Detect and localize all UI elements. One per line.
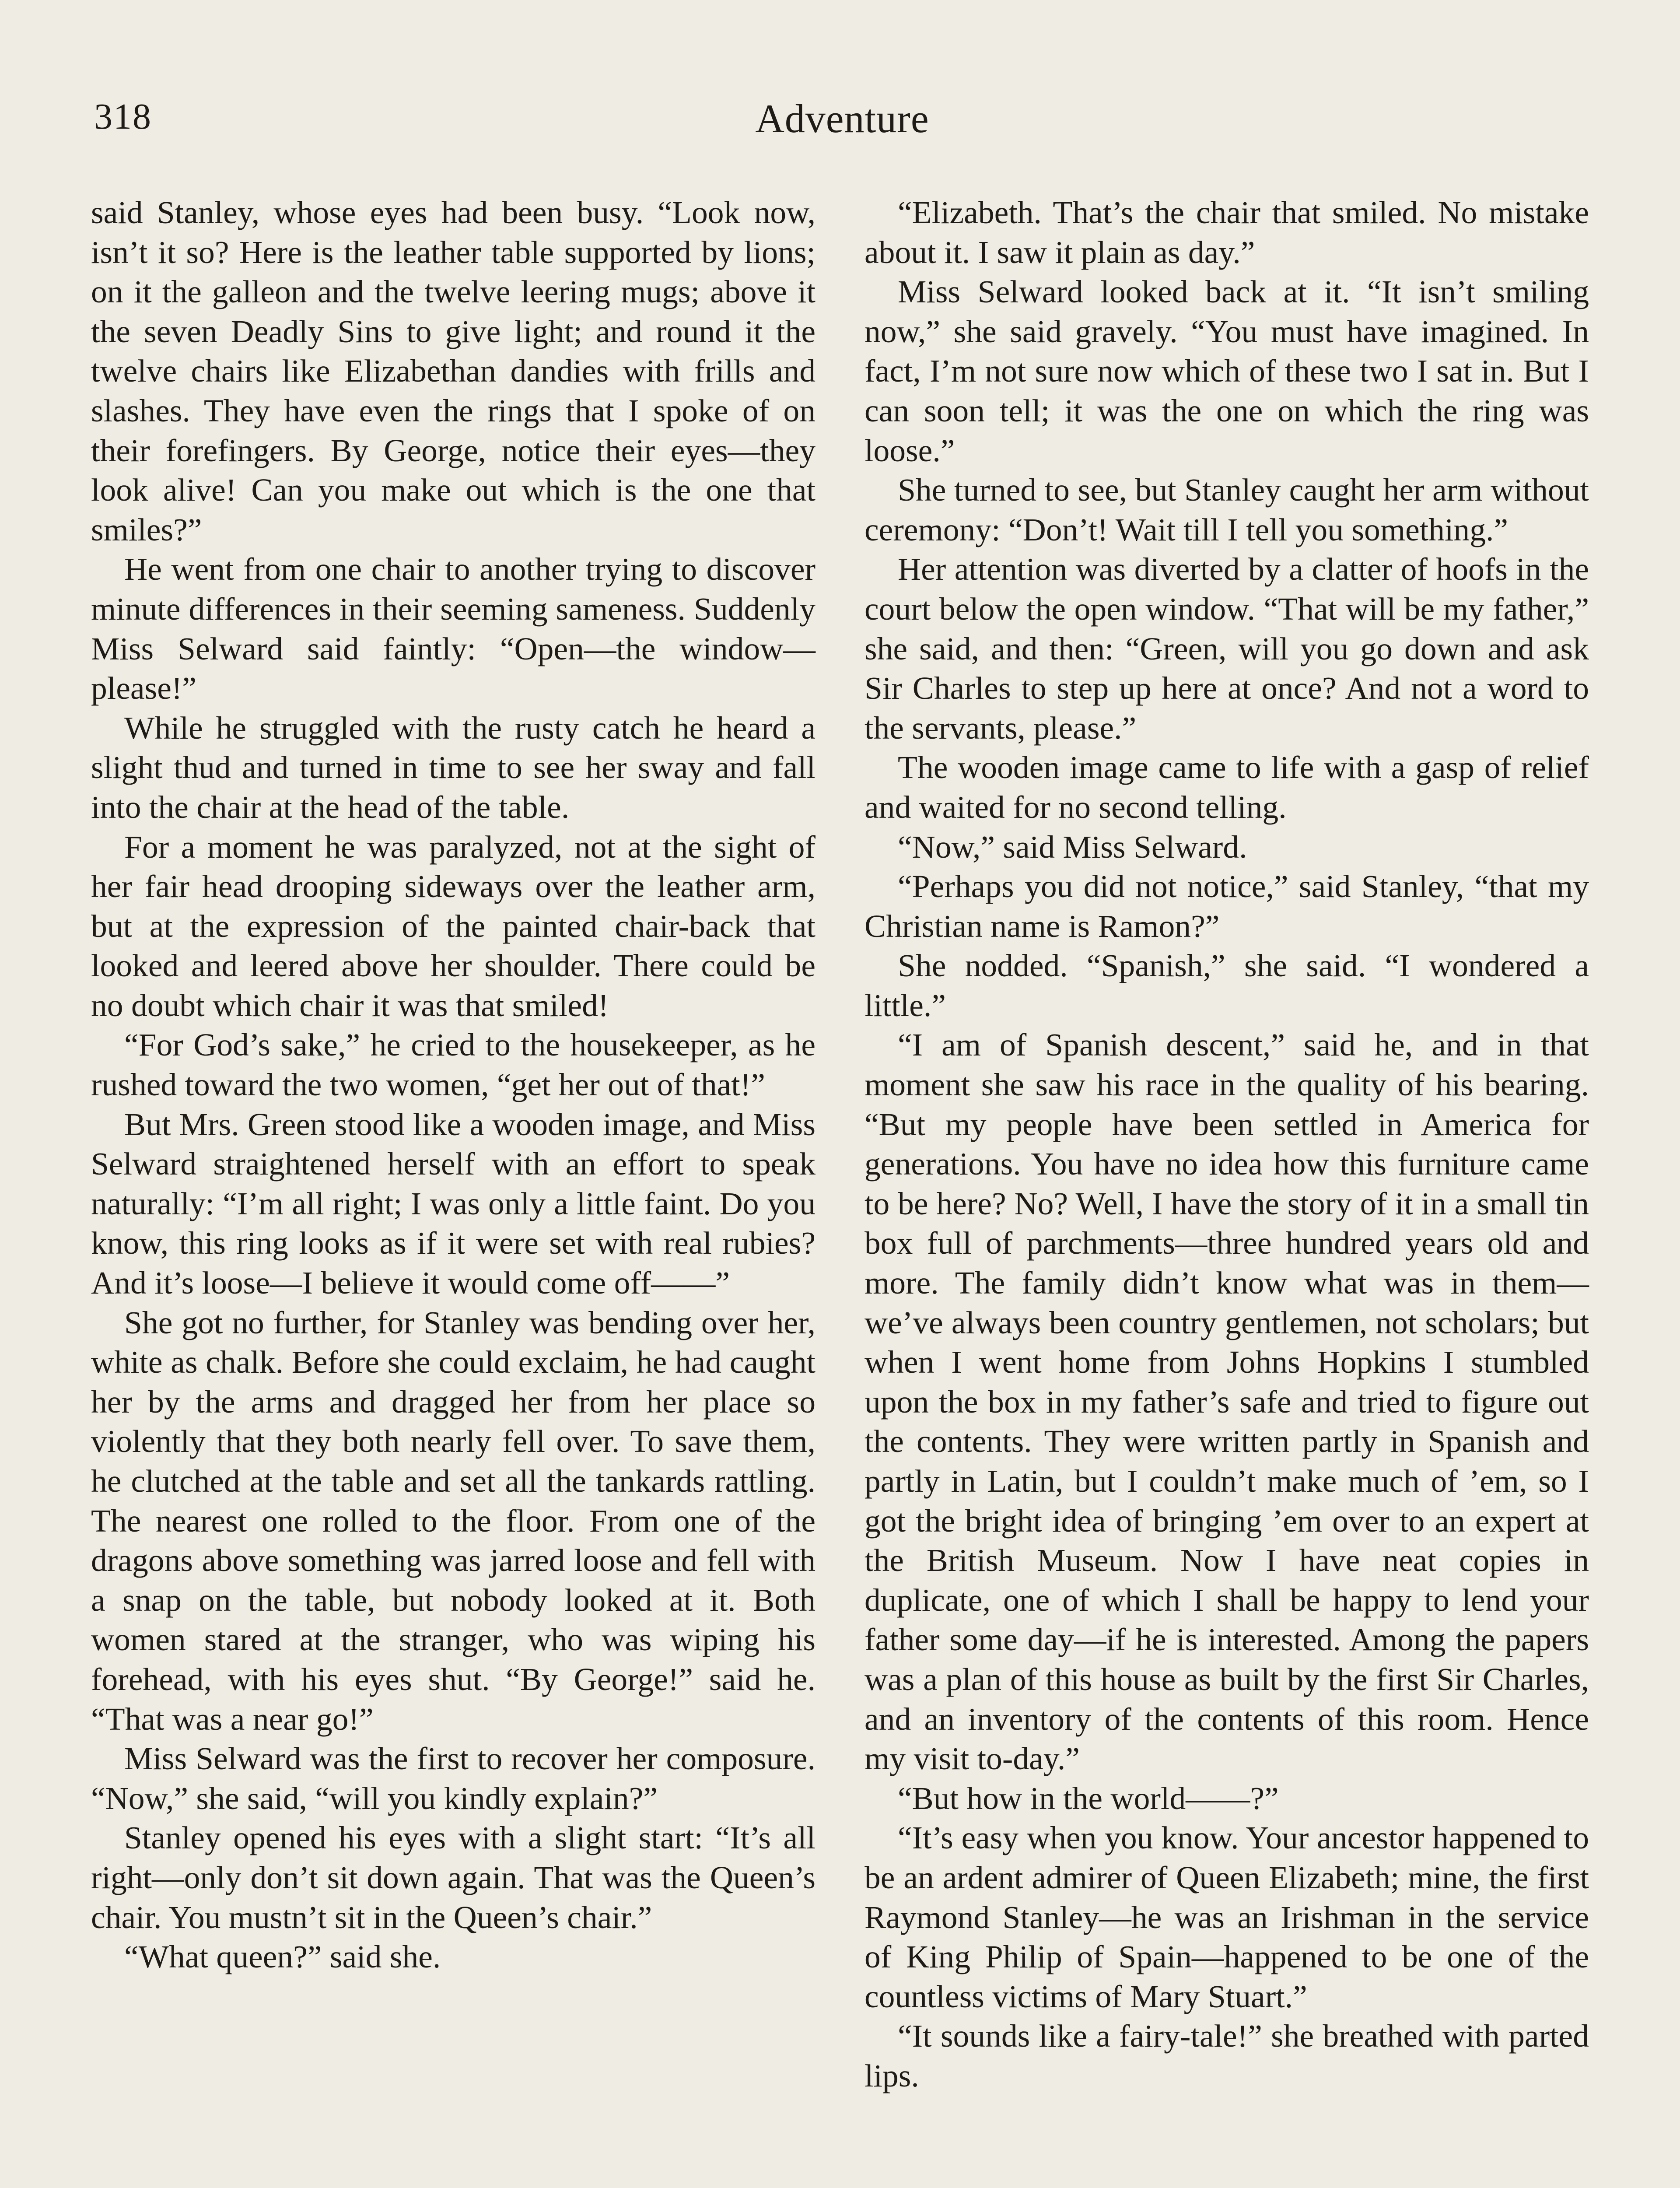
paragraph: She turned to see, but Stanley caught her arm without ceremony: “Don’t! Wait till I tell you something.” <box>864 472 1589 547</box>
paragraph: “It sounds like a fairy-tale!” she breathed with parted lips. <box>864 2018 1589 2093</box>
paragraph: “But how in the world——?” <box>898 1780 1279 1816</box>
paragraph: For a moment he was paralyzed, not at the sight of her fair head drooping sideways over the leather arm, but at the expression of the painted chair-back that looked and leered above her shoulder. There could be no doubt which chair it was that smiled! <box>91 828 816 1023</box>
paragraph: But Mrs. Green stood like a wooden image, and Miss Selward straightened herself with an effort to speak naturally: “I’m all right; I was only a little faint. Do you know, this ring looks as if it were set with real rubies? And it’s loose—I believe it would come off——” <box>91 1106 816 1301</box>
paragraph: Miss Selward looked back at it. “It isn’t smiling now,” she said gravely. “You must have imagined. In fact, I’m not sure now which of these two I sat in. But I can soon tell; it was the one on which the ring was loose.” <box>864 274 1589 468</box>
paragraph: Miss Selward was the first to recover her composure. “Now,” she said, “will you kindly explain?” <box>91 1740 816 1816</box>
right-text-column <box>864 193 1589 2096</box>
magazine-title: Adventure <box>755 96 929 141</box>
paragraph: She nodded. “Spanish,” she said. “I wondered a little.” <box>864 947 1589 1023</box>
paragraph: said Stanley, whose eyes had been busy. “Look now, isn’t it so? Here is the leather table supported by lions; on it the galleon and the twelve leering mugs; above it the seven Deadly Sins to give light; and round it the twelve chairs like Elizabethan dandies with frills and slashes. They have even the rings that I spoke of on their forefingers. By George, notice their eyes—they look alive! Can you make out which is the one that smiles?” <box>91 194 816 547</box>
paragraph: “What queen?” said she. <box>124 1939 441 1975</box>
paragraph: “Now,” said Miss Selward. <box>898 828 1247 865</box>
paragraph: He went from one chair to another trying to discover minute differences in their seeming sameness. Suddenly Miss Selward said faintly: “Open—the window—please!” <box>91 551 816 706</box>
paragraph: “I am of Spanish descent,” said he, and in that moment she saw his race in the quality of his bearing. “But my people have been settled in America for generations. You have no idea how this furniture came to be here? No? Well, I have the story of it in a small tin box full of parchments—three hundred years old and more. The family didn’t know what was in them—we’ve always been country gentlemen, not scholars; but when I went home from Johns Hopkins I stumbled upon the box in my father’s safe and tried to figure out the contents. They were written partly in Spanish and partly in Latin, but I couldn’t make much of ’em, so I got the bright idea of bringing ’em over to an expert at the British Museum. Now I have neat copies in duplicate, one of which I shall be happy to lend your father some day—if he is interested. Among the papers was a plan of this house as built by the first Sir Charles, and an inventory of the contents of this room. Hence my visit to-day.” <box>864 1027 1589 1777</box>
paragraph: “It’s easy when you know. Your ancestor happened to be an ardent admirer of Queen Elizabeth; mine, the first Raymond Stanley—he was an Irishman in the service of King Philip of Spain—happened to be one of the countless victims of Mary Stuart.” <box>864 1820 1589 2014</box>
page-number: 318 <box>94 96 152 137</box>
left-text-column <box>91 193 816 1977</box>
paragraph: Her attention was diverted by a clatter of hoofs in the court below the open window. “That will be my father,” she said, and then: “Green, will you go down and ask Sir Charles to step up here at once? And not a word to the servants, please.” <box>864 551 1589 746</box>
paragraph: Stanley opened his eyes with a slight start: “It’s all right—only don’t sit down again. That was the Queen’s chair. You mustn’t sit in the Queen’s chair.” <box>91 1820 816 1935</box>
paragraph: “Elizabeth. That’s the chair that smiled. No mistake about it. I saw it plain as day.” <box>864 194 1589 270</box>
paragraph: The wooden image came to life with a gasp of relief and waited for no second telling. <box>864 749 1589 825</box>
paragraph: She got no further, for Stanley was bending over her, white as chalk. Before she could exclaim, he had caught her by the arms and dragged her from her place so violently that they both nearly fell over. To save them, he clutched at the table and set all the tankards rattling. The nearest one rolled to the floor. From one of the dragons above something was jarred loose and fell with a snap on the table, but nobody looked at it. Both women stared at the stranger, who was wiping his forehead, with his eyes shut. “By George!” said he. “That was a near go!” <box>91 1304 816 1737</box>
paragraph: While he struggled with the rusty catch he heard a slight thud and turned in time to see her sway and fall into the chair at the head of the table. <box>91 709 816 825</box>
paragraph: “Perhaps you did not notice,” said Stanley, “that my Christian name is Ramon?” <box>864 868 1589 944</box>
paragraph: “For God’s sake,” he cried to the housekeeper, as he rushed toward the two women, “get her out of that!” <box>91 1027 816 1103</box>
page-header <box>94 95 1590 144</box>
